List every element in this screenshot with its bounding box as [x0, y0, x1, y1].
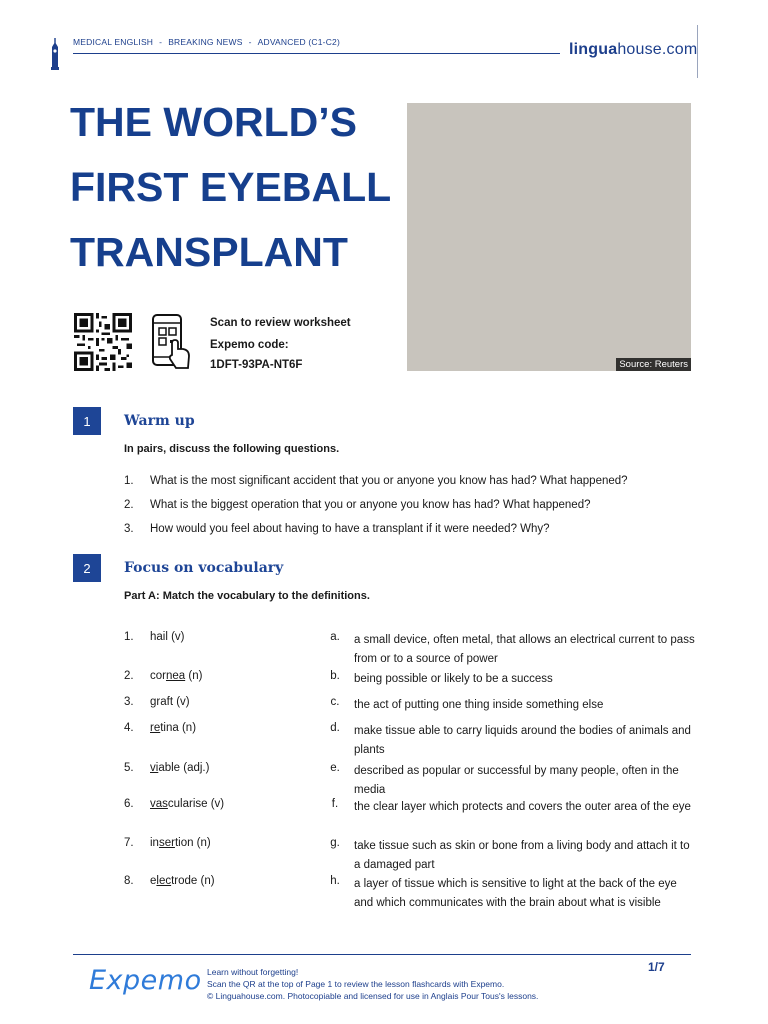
vocab-word-part: e [150, 875, 157, 887]
definition-text: make tissue able to carry liquids around the bodies of animals and plants [354, 725, 691, 756]
definition-letter: h. [330, 875, 340, 887]
title-line-2: FIRST EYEBALL [70, 164, 392, 210]
vocab-word-part: (n) [185, 670, 203, 682]
vocab-number: 6. [124, 798, 134, 810]
linguahouse-logo [569, 41, 697, 59]
vocab-word-part: cor [150, 670, 166, 682]
header-vertical-divider [697, 25, 698, 78]
vocab-number: 2. [124, 670, 134, 682]
definition-letter: b. [330, 670, 340, 682]
vocab-word-part: tion (n) [174, 837, 211, 849]
section-title-vocabulary: Focus on vocabulary [124, 560, 284, 576]
list-item [124, 493, 628, 517]
question-number: 2. [124, 499, 134, 511]
phone-scan-icon [150, 313, 192, 371]
footer-copyright: © Linguahouse.com. Photocopiable and licensed for use in Anglais Pour Tous's lessons. [207, 991, 539, 1001]
title-line-3: TRANSPLANT [70, 229, 348, 275]
scan-label: Scan to review worksheet [210, 317, 351, 329]
section-title-warm-up: Warm up [124, 413, 195, 429]
section-instruction: Part A: Match the vocabulary to the definitions. [124, 590, 370, 602]
section-number-badge: 2 [73, 554, 101, 582]
scan-instructions [210, 313, 351, 375]
vocab-word [150, 696, 322, 715]
breadcrumb-separator: - [159, 37, 163, 47]
article-photo [407, 103, 691, 371]
list-item [124, 469, 628, 493]
definition-letter: d. [330, 722, 340, 734]
logo-bold: lingua [569, 41, 618, 58]
vocab-word [150, 837, 322, 875]
breadcrumb-separator: - [248, 37, 252, 47]
vocab-word [150, 722, 322, 760]
table-row [124, 722, 698, 760]
table-row [124, 837, 698, 875]
breadcrumb-level: ADVANCED (C1-C2) [257, 37, 340, 47]
section-instruction: In pairs, discuss the following questions. [124, 443, 340, 455]
vocab-stress: re [150, 722, 161, 734]
vocab-word [150, 670, 322, 689]
vocab-word [150, 875, 322, 913]
definition-text: a small device, often metal, that allows an electrical current to pass from or to a source of power [354, 634, 695, 665]
header-divider [73, 53, 560, 54]
vocab-number: 3. [124, 696, 134, 708]
definition-letter: g. [330, 837, 340, 849]
definition-text: the clear layer which protects and covers the outer area of the eye [354, 801, 691, 813]
breadcrumb-subject: MEDICAL ENGLISH [73, 37, 154, 47]
definition-letter: c. [330, 696, 340, 708]
expemo-code-value[interactable]: 1DFT-93PA-NT6F [210, 359, 303, 371]
vocab-number: 5. [124, 762, 134, 774]
question-number: 3. [124, 523, 134, 535]
table-row [124, 762, 698, 800]
qr-code-icon[interactable] [73, 313, 133, 371]
footer-notice [207, 966, 538, 1002]
vocab-number: 7. [124, 837, 134, 849]
definition-text: a layer of tissue which is sensitive to light at the back of the eye and which communicates with the brain about what is visible [354, 878, 677, 909]
footer-divider [73, 954, 691, 955]
definition-letter: e. [330, 762, 340, 774]
breadcrumb [73, 37, 340, 47]
table-row [124, 631, 698, 669]
question-text: What is the most significant accident that you or anyone you know has had? What happened? [150, 475, 628, 487]
vocab-stress: vi [150, 762, 159, 774]
vocab-number: 4. [124, 722, 134, 734]
breadcrumb-category: BREAKING NEWS [168, 37, 243, 47]
section-number-badge: 1 [73, 407, 101, 435]
vocab-word-part: tina (n) [160, 722, 197, 734]
vocab-word [150, 631, 322, 669]
definition-text: the act of putting one thing inside something else [354, 699, 604, 711]
page-title [70, 90, 400, 285]
warm-up-questions [124, 469, 628, 541]
expemo-logo: Expemo [89, 965, 202, 996]
table-row [124, 875, 698, 913]
vocab-word-part: able (adj.) [158, 762, 210, 774]
tower-logo-icon [50, 38, 60, 70]
vocab-stress: ser [158, 837, 175, 849]
question-text: How would you feel about having to have a transplant if it were needed? Why? [150, 523, 550, 535]
footer-tagline: Learn without forgetting! [207, 967, 299, 977]
photo-credit: Source: Reuters [616, 358, 691, 371]
definition-text: described as popular or successful by many people, often in the media [354, 765, 679, 796]
vocab-word-part: cularise (v) [167, 798, 225, 810]
vocab-word-part: in [150, 837, 159, 849]
list-item [124, 517, 628, 541]
page-number: 1/7 [648, 960, 665, 974]
question-number: 1. [124, 475, 134, 487]
vocab-word [150, 762, 322, 800]
table-row [124, 798, 698, 817]
definition-text: take tissue such as skin or bone from a living body and attach it to a damaged part [354, 840, 690, 871]
logo-regular: house [617, 41, 662, 58]
vocab-stress: vas [150, 798, 168, 810]
table-row [124, 670, 698, 689]
definition-letter: a. [330, 631, 340, 643]
vocab-number: 1. [124, 631, 134, 643]
table-row [124, 696, 698, 715]
vocab-word [150, 798, 322, 817]
vocab-stress: lec [156, 875, 172, 887]
vocab-word-part: graft (v) [150, 696, 190, 708]
logo-suffix: .com [661, 41, 698, 58]
vocab-stress: nea [165, 670, 186, 682]
vocab-word-part: trode (n) [171, 875, 215, 887]
title-line-1: THE WORLD’S [70, 99, 357, 145]
footer-instruction: Scan the QR at the top of Page 1 to review the lesson flashcards with Expemo. [207, 979, 505, 989]
vocab-number: 8. [124, 875, 134, 887]
vocab-word-part: hail (v) [150, 631, 185, 643]
definition-text: being possible or likely to be a success [354, 673, 553, 685]
definition-letter: f. [331, 798, 339, 810]
question-text: What is the biggest operation that you or anyone you know has had? What happened? [150, 499, 591, 511]
expemo-code-label: Expemo code: [210, 339, 289, 351]
